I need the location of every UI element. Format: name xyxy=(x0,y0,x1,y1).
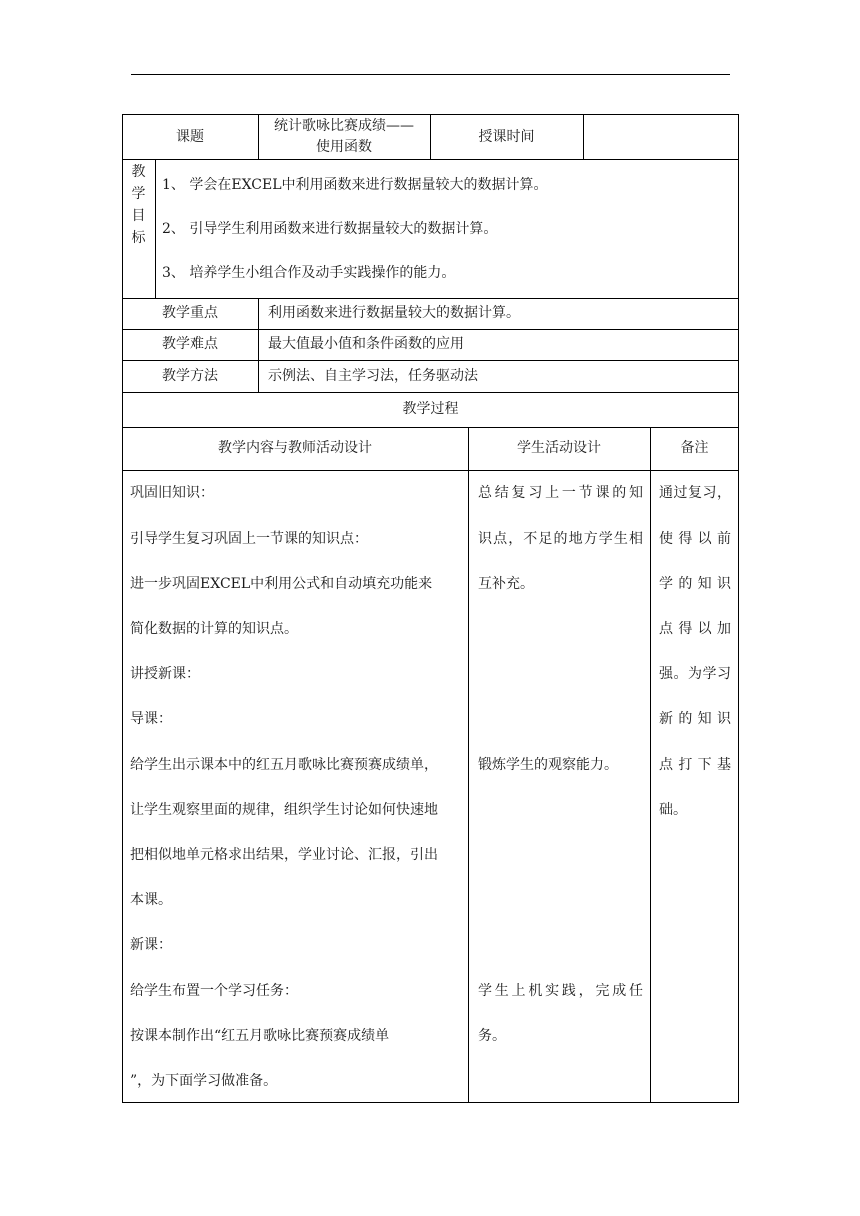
col-header-student: 学生活动设计 xyxy=(517,440,601,456)
process-title: 教学过程 xyxy=(402,401,459,417)
teaching-method-label: 教学方法 xyxy=(162,368,218,384)
note-line: 新的知识 xyxy=(659,711,731,727)
student-activity-line: 学生上机实践，完成任 xyxy=(478,983,643,999)
content-line: 引导学生复习巩固上一节课的知识点： xyxy=(130,531,368,547)
row-divider xyxy=(122,470,739,471)
content-line: 进一步巩固EXCEL中利用公式和自动填充功能来 xyxy=(130,576,433,592)
student-activity-line: 互补充。 xyxy=(478,576,534,592)
row-divider xyxy=(122,392,739,393)
col-divider xyxy=(155,159,156,298)
col-divider xyxy=(468,427,469,1103)
row-divider xyxy=(122,427,739,428)
content-line: 新课： xyxy=(130,937,172,953)
content-line: 简化数据的计算的知识点。 xyxy=(130,621,298,637)
content-line: ”，为下面学习做准备。 xyxy=(130,1073,278,1089)
objective-item: 3、 培养学生小组合作及动手实践操作的能力。 xyxy=(162,265,456,281)
page-header-rule xyxy=(131,74,730,75)
content-line: 导课： xyxy=(130,711,172,727)
content-line: 按课本制作出“红五月歌咏比赛预赛成绩单 xyxy=(130,1028,390,1044)
row-divider xyxy=(122,159,739,160)
col-header-content: 教学内容与教师活动设计 xyxy=(218,440,372,456)
objective-item: 2、 引导学生利用函数来进行数据量较大的数据计算。 xyxy=(162,221,498,237)
content-line: 让学生观察里面的规律，组织学生讨论如何快速地 xyxy=(130,802,438,818)
note-line: 强。为学习 xyxy=(659,666,731,682)
content-line: 讲授新课： xyxy=(130,666,200,682)
student-activity-line: 锻炼学生的观察能力。 xyxy=(478,757,618,773)
row-divider xyxy=(122,329,739,330)
topic-title-line2: 使用函数 xyxy=(316,139,372,155)
content-line: 把相似地单元格求出结果，学业讨论、汇报，引出 xyxy=(130,847,438,863)
student-activity-line: 总结复习上一节课的知 xyxy=(478,485,643,501)
objective-item: 1、 学会在EXCEL中利用函数来进行数据量较大的数据计算。 xyxy=(162,177,548,193)
note-line: 础。 xyxy=(659,802,687,818)
topic-label: 课题 xyxy=(176,129,204,145)
objectives-label-char: 标 xyxy=(131,230,146,246)
key-points-value: 利用函数来进行数据量较大的数据计算。 xyxy=(268,305,520,321)
topic-title-line1: 统计歌咏比赛成绩—— xyxy=(274,118,414,134)
teaching-method-value: 示例法、自主学习法，任务驱动法 xyxy=(268,368,478,384)
note-line: 点打下基 xyxy=(659,757,731,773)
col-divider xyxy=(650,427,651,1103)
col-divider xyxy=(258,298,259,392)
difficult-points-value: 最大值最小值和条件函数的应用 xyxy=(268,336,464,352)
note-line: 使得以前 xyxy=(659,531,731,547)
lesson-plan-table xyxy=(122,114,739,1103)
note-line: 通过复习， xyxy=(659,485,731,501)
note-line: 点得以加 xyxy=(659,621,731,637)
row-divider xyxy=(122,360,739,361)
content-line: 巩固旧知识： xyxy=(130,485,214,501)
objectives-label-char: 教 xyxy=(131,164,146,180)
content-line: 给学生布置一个学习任务： xyxy=(130,983,298,999)
student-activity-line: 务。 xyxy=(478,1028,506,1044)
student-activity-line: 识点，不足的地方学生相 xyxy=(478,531,643,547)
content-line: 给学生出示课本中的红五月歌咏比赛预赛成绩单， xyxy=(130,757,438,773)
key-points-label: 教学重点 xyxy=(162,305,218,321)
col-header-notes: 备注 xyxy=(680,440,709,456)
col-divider xyxy=(583,114,584,159)
objectives-label-char: 目 xyxy=(131,208,146,224)
content-line: 本课。 xyxy=(130,892,172,908)
class-time-label: 授课时间 xyxy=(478,129,535,145)
difficult-points-label: 教学难点 xyxy=(162,336,218,352)
row-divider xyxy=(122,298,739,299)
objectives-label-char: 学 xyxy=(131,186,146,202)
note-line: 学的知识 xyxy=(659,576,731,592)
